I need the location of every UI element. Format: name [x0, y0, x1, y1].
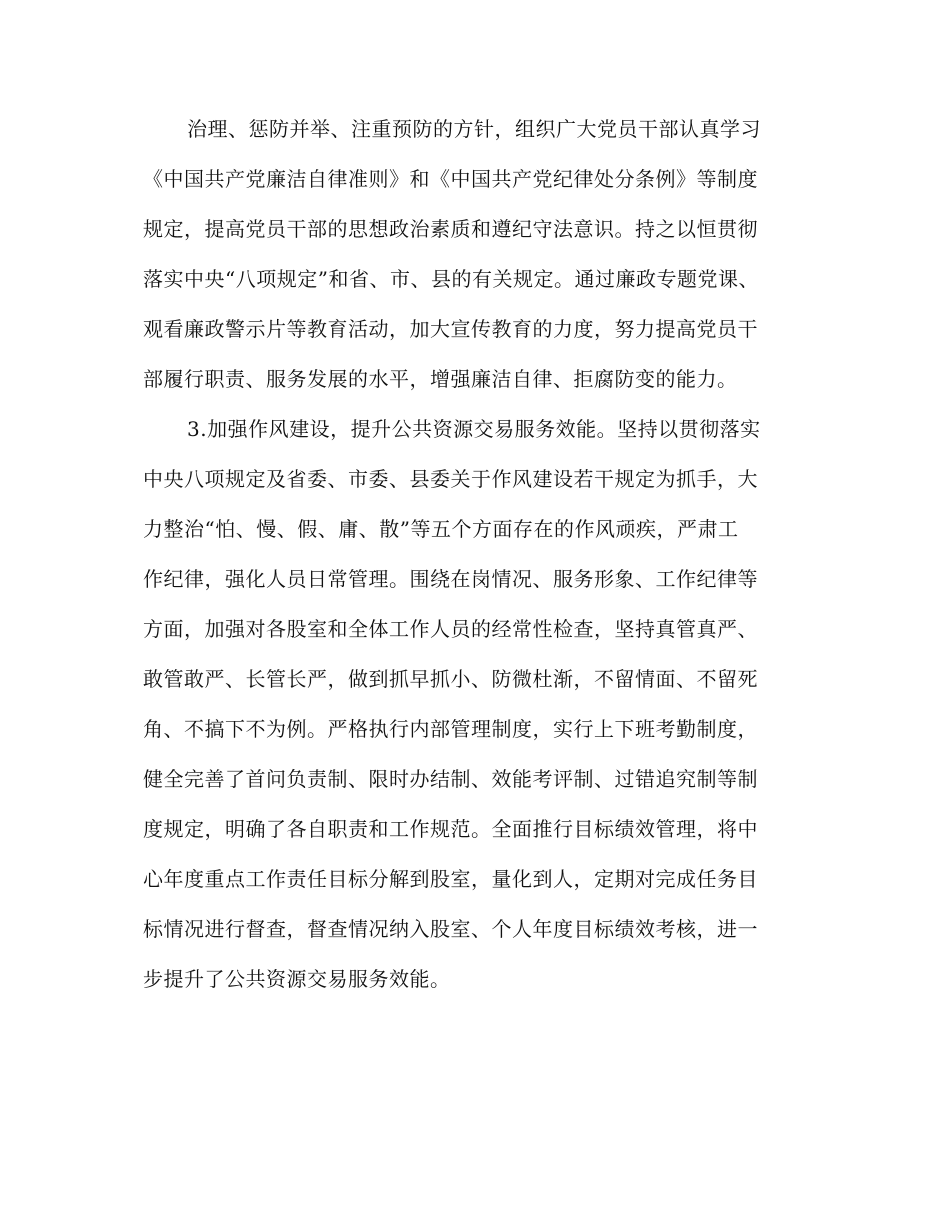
body-text [143, 104, 823, 1004]
text-line: 作纪律，强化人员日常管理。围绕在岗情况、服务形象、工作纪律等 [143, 567, 758, 591]
text-line: 3.加强作风建设，提升公共资源交易服务效能。坚持以贯彻落实 [187, 417, 761, 441]
text-line: 敢管敢严、长管长严，做到抓早抓小、防微杜渐，不留情面、不留死 [143, 667, 758, 691]
text-line: 力整治“怕、慢、假、庸、散”等五个方面存在的作风顽疾，严肃工 [143, 517, 739, 541]
text-line: 观看廉政警示片等教育活动，加大宣传教育的力度，努力提高党员干 [143, 317, 758, 341]
text-line: 步提升了公共资源交易服务效能。 [143, 967, 451, 991]
text-line: 规定，提高党员干部的思想政治素质和遵纪守法意识。持之以恒贯彻 [143, 217, 758, 241]
text-line: 角、不搞下不为例。严格执行内部管理制度，实行上下班考勤制度， [143, 717, 758, 741]
text-line: 心年度重点工作责任目标分解到股室，量化到人，定期对完成任务目 [143, 867, 758, 891]
text-line: 《中国共产党廉洁自律准则》和《中国共产党纪律处分条例》等制度 [143, 167, 758, 191]
text-line: 标情况进行督查，督查情况纳入股室、个人年度目标绩效考核，进一 [143, 917, 758, 941]
text-line: 治理、惩防并举、注重预防的方针，组织广大党员干部认真学习 [187, 117, 761, 141]
text-line: 方面，加强对各股室和全体工作人员的经常性检查，坚持真管真严、 [143, 617, 758, 641]
text-line: 部履行职责、服务发展的水平，增强廉洁自律、拒腐防变的能力。 [143, 367, 738, 391]
text-line: 落实中央“八项规定”和省、市、县的有关规定。通过廉政专题党课、 [143, 267, 759, 291]
text-line: 中央八项规定及省委、市委、县委关于作风建设若干规定为抓手，大 [143, 467, 758, 491]
text-line: 健全完善了首问负责制、限时办结制、效能考评制、过错追究制等制 [143, 767, 758, 791]
text-line: 度规定，明确了各自职责和工作规范。全面推行目标绩效管理，将中 [143, 817, 758, 841]
